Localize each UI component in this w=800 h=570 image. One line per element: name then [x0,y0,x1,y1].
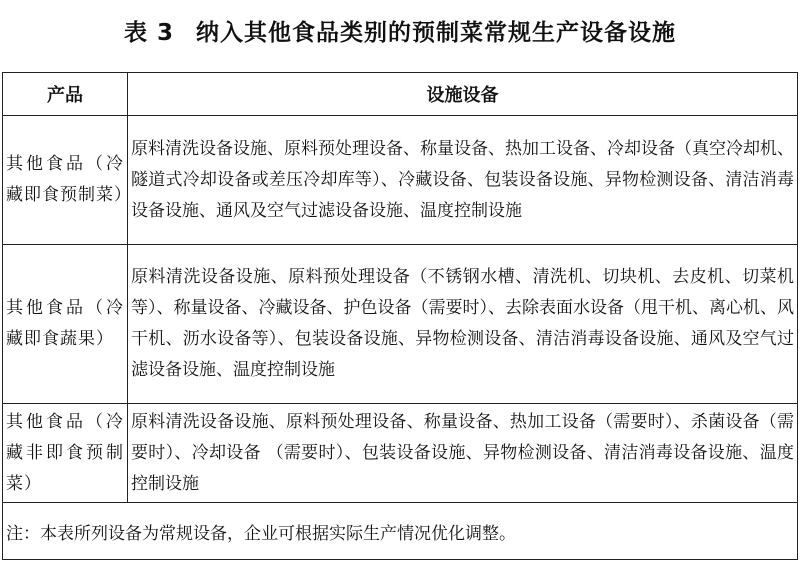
header-product: 产品 [3,73,128,116]
equipment-cell: 原料清洗设备设施、原料预处理设备、称量设备、热加工设备、冷却设备（真空冷却机、隧道式冷却设备或差压冷却库等）、冷藏设备、包装设备设施、异物检测设备、清洁消毒设备设施、通风及空气过滤设备设施、温度控制设施 [128,116,798,245]
product-cell: 其他食品（冷藏即食预制菜） [3,116,128,245]
table-row [3,245,798,404]
equipment-table [2,72,798,560]
table-note-row [3,503,798,560]
table-number: 表 3 [123,20,174,46]
table-title: 纳入其他食品类别的预制菜常规生产设备设施 [196,20,676,46]
header-equipment: 设施设备 [128,73,798,116]
product-cell: 其他食品（冷藏非即食预制菜） [3,404,128,503]
table-note: 注：本表所列设备为常规设备，企业可根据实际生产情况优化调整。 [3,503,798,560]
equipment-cell: 原料清洗设备设施、原料预处理设备（不锈钢水槽、清洗机、切块机、去皮机、切菜机等）、称量设备、冷藏设备、护色设备（需要时）、去除表面水设备（甩干机、离心机、风干机、沥水设备等）、包装设备设施、异物检测设备、清洁消毒设备设施、通风及空气过滤设备设施、温度控制设施 [128,245,798,404]
table-header-row [3,73,798,116]
table-caption [0,14,800,47]
table-row [3,404,798,503]
table-row [3,116,798,245]
equipment-cell: 原料清洗设备设施、原料预处理设备、称量设备、热加工设备（需要时）、杀菌设备（需要时）、冷却设备 （需要时）、包装设备设施、异物检测设备、清洁消毒设备设施、温度控制设施 [128,404,798,503]
product-cell: 其他食品（冷藏即食蔬果） [3,245,128,404]
